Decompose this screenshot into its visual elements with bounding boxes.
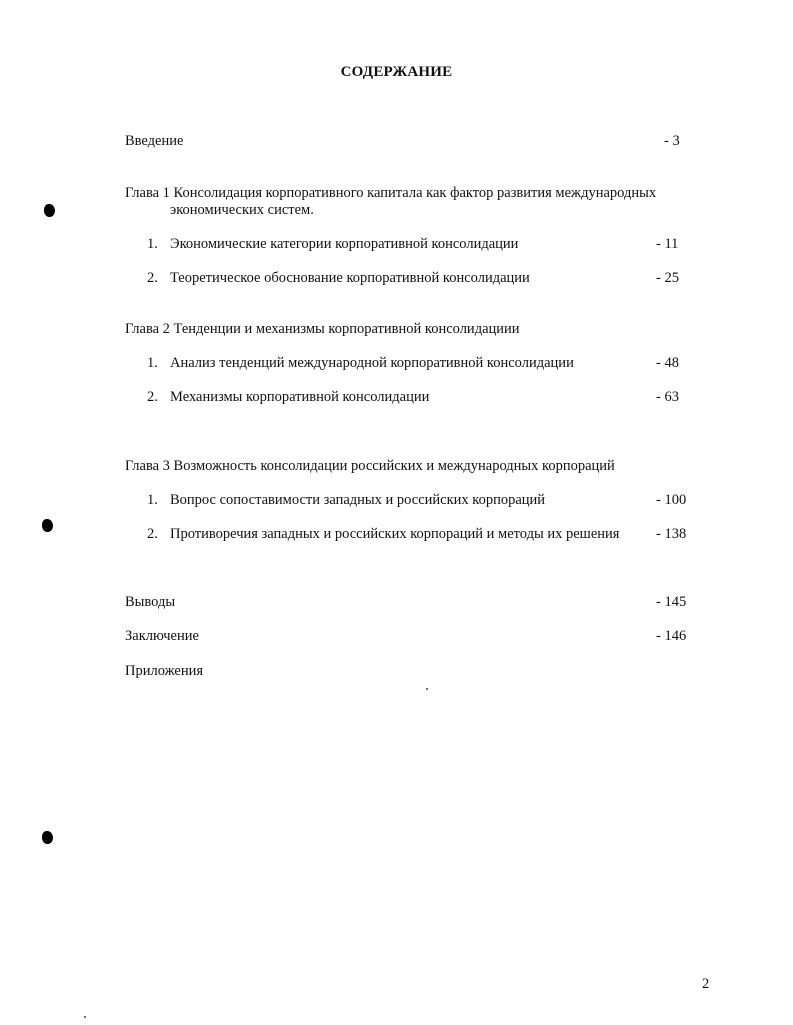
punch-hole-bottom (42, 831, 53, 844)
section-label: Теоретическое обоснование корпоративной консолидации (170, 270, 530, 286)
punch-hole-top (44, 204, 55, 217)
section-number: 2. (147, 270, 158, 286)
toc-entry-page: - 146 (656, 628, 687, 644)
toc-entry-label: Заключение (125, 628, 199, 644)
section-number: 2. (147, 389, 158, 405)
section-page: - 63 (656, 389, 679, 405)
section-page: - 138 (656, 526, 687, 542)
toc-entry-label: Введение (125, 133, 184, 149)
section-page: - 11 (656, 236, 679, 252)
toc-entry-page: - 145 (656, 594, 687, 610)
section-number: 1. (147, 355, 158, 371)
toc-entry-label: Приложения (125, 663, 204, 679)
section-page: - 48 (656, 355, 679, 371)
section-number: 1. (147, 492, 158, 508)
scan-speck (84, 1016, 86, 1018)
section-label: Противоречия западных и российских корпораций и методы их решения (170, 526, 620, 542)
section-page: - 100 (656, 492, 687, 508)
toc-entry-label: Выводы (125, 594, 176, 610)
section-label: Анализ тенденций международной корпоративной консолидации (170, 355, 574, 371)
scan-speck (426, 688, 428, 690)
section-number: 1. (147, 236, 158, 252)
toc-entry-page: - 3 (664, 133, 680, 149)
chapter-title-line: экономических систем. (170, 202, 314, 218)
section-page: - 25 (656, 270, 679, 286)
page-number: 2 (702, 976, 710, 992)
section-label: Механизмы корпоративной консолидации (170, 389, 430, 405)
chapter-title-line: Глава 1 Консолидация корпоративного капитала как фактор развития международных (125, 185, 657, 201)
section-label: Экономические категории корпоративной консолидации (170, 236, 519, 252)
section-number: 2. (147, 526, 158, 542)
chapter-title-line: Глава 3 Возможность консолидации российских и международных корпораций (125, 458, 615, 474)
section-label: Вопрос сопоставимости западных и российских корпораций (170, 492, 546, 508)
page-title: СОДЕРЖАНИЕ (340, 64, 453, 80)
punch-hole-middle (42, 519, 53, 532)
chapter-title-line: Глава 2 Тенденции и механизмы корпоративной консолидациии (125, 321, 520, 337)
